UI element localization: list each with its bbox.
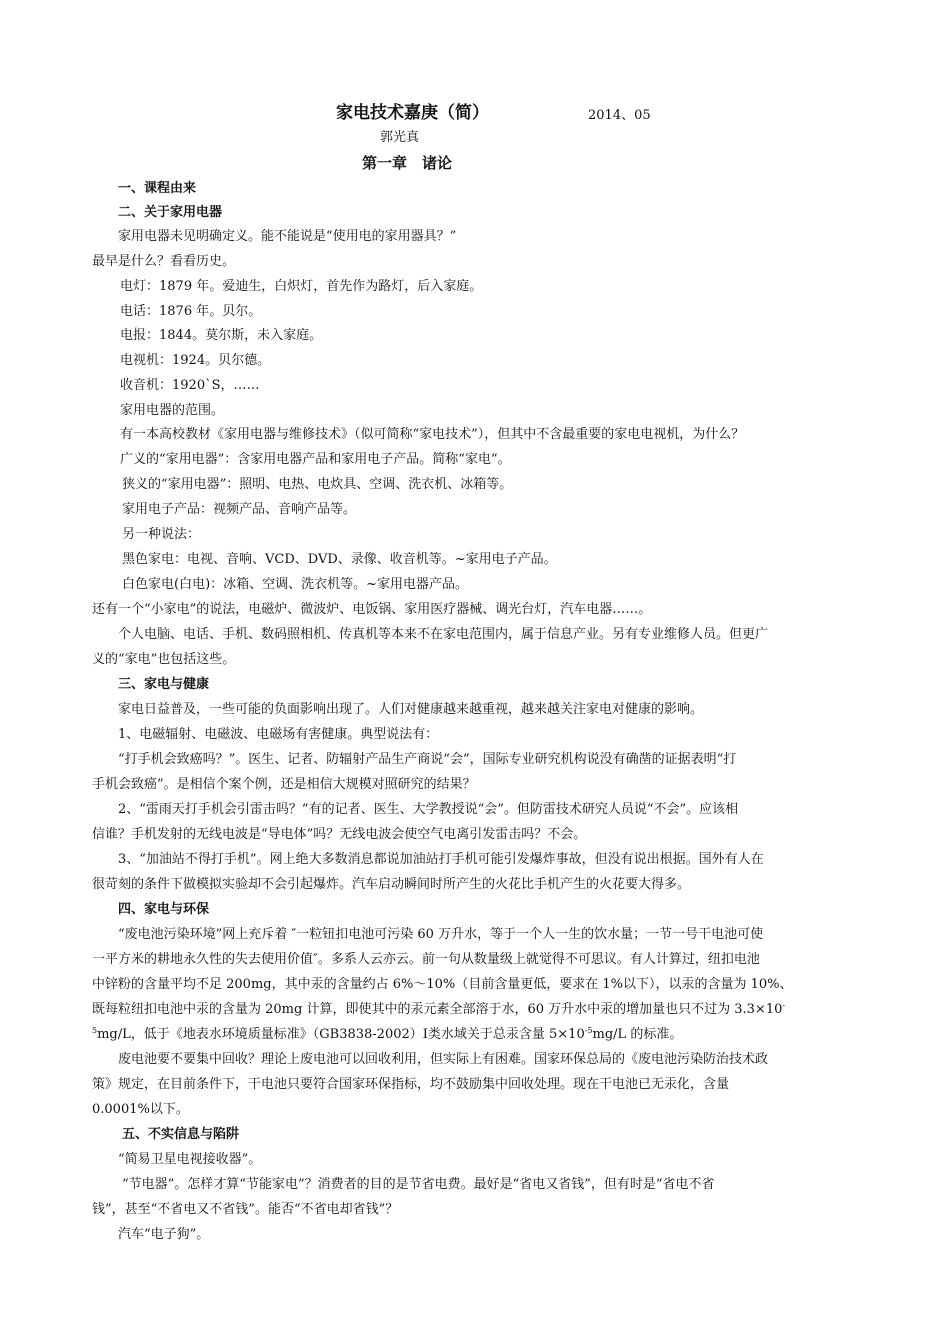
paragraph-line: “打手机会致癌吗？”。医生、记者、防辐射产品生产商说“会”，国际专业研究机构说没有确凿的证据表明“打 (118, 752, 737, 767)
paragraph-line: 3、“加油站不得打手机”。网上绝大多数消息都说加油站打手机可能引发爆炸事故，但没有说出根据。国外有人在 (118, 852, 764, 867)
paragraph-line: “节电器”。怎样才算“节能家电”？消费者的目的是节省电费。最好是“省电又省钱”，但有时是“省电不省 (122, 1177, 715, 1192)
paragraph-line: 白色家电(白电)：冰箱、空调、洗衣机等。~家用电器产品。 (122, 577, 469, 592)
superscript: 5 (92, 1026, 98, 1035)
paragraph-line: 手机会致癌”。是相信个案个例，还是相信大规模对照研究的结果？ (92, 777, 476, 792)
paragraph-line: 最早是什么？看看历史。 (92, 254, 236, 269)
paragraph-line: 家用电器未见明确定义。能不能说是“使用电的家用器具？” (118, 229, 457, 244)
paragraph-line: 废电池要不要集中回收？理论上废电池可以回收利用，但实际上有困难。国家环保总局的《废电池污染防治技术政 (118, 1052, 769, 1067)
paragraph-line: 0.0001%以下。 (92, 1102, 189, 1117)
text-run: mg/L，低于《地表水环境质量标准》（GB3838-2002）Ⅰ类水域关于总汞含量 5×10 (97, 1027, 585, 1042)
paragraph-line: 策》规定，在目前条件下，干电池只要符合国家环保指标，均不鼓励集中回收处理。现在干电池已无汞化，含量 (92, 1077, 730, 1092)
paragraph-line: 电灯：1879 年。爱迪生，白炽灯，首先作为路灯，后入家庭。 (120, 279, 483, 294)
paragraph-line: 电视机：1924。贝尔德。 (120, 353, 271, 368)
chapter-heading: 第一章 诸论 (362, 154, 453, 172)
section-heading-5: 五、不实信息与陷阱 (122, 1127, 240, 1142)
paragraph-line: 狭义的“家用电器”：照明、电热、电炊具、空调、洗衣机、冰箱等。 (122, 477, 513, 492)
paragraph-line: 钱”，甚至“不省电又不省钱”。能否“不省电却省钱”？ (92, 1202, 399, 1217)
document-title: 家电技术嘉庚（简） (336, 103, 489, 123)
paragraph-line: 黑色家电：电视、音响、VCD、DVD、录像、收音机等。~家用电子产品。 (122, 552, 557, 567)
document-author: 郭光真 (380, 130, 420, 145)
paragraph-line: 信谁？手机发射的无线电波是“导电体”吗？无线电波会使空气电离引发雷击吗？不会。 (92, 827, 587, 842)
paragraph-line: 1、电磁辐射、电磁波、电磁场有害健康。典型说法有： (118, 727, 439, 742)
section-heading-4: 四、家电与环保 (118, 902, 210, 917)
paragraph-line: 家用电子产品：视频产品、音响产品等。 (122, 502, 357, 517)
superscript: - (782, 1001, 786, 1010)
paragraph-line: 电话：1876 年。贝尔。 (120, 304, 262, 319)
paragraph-line: 很苛刻的条件下做模拟实验却不会引起爆炸。汽车启动瞬间时所产生的火花比手机产生的火花要大得多。 (92, 877, 691, 892)
paragraph-line: 义的“家电”也包括这些。 (92, 652, 236, 667)
paragraph-line (92, 1001, 785, 1020)
text-run: 既每粒纽扣电池中汞的含量为 20mg 计算，即使其中的汞元素全部溶于水，60 万升水中汞的增加量也只不过为 3.3×10 (92, 1002, 783, 1017)
paragraph-line: 收音机：1920`S，…… (120, 378, 260, 393)
paragraph-line: 家电日益普及，一些可能的负面影响出现了。人们对健康越来越重视，越来越关注家电对健康的影响。 (118, 702, 704, 717)
paragraph-line: 广义的“家用电器”：含家用电器产品和家用电子产品。简称“家电”。 (120, 452, 511, 467)
paragraph-line: 2、“雷雨天打手机会引雷击吗？”有的记者、医生、大学教授说“会”。但防雷技术研究人员说“不会”。应该相 (118, 802, 739, 817)
paragraph-line: 中锌粉的含量平均不足 200mg，其中汞的含量约占 6%～10%（目前含量更低，要求在 1%以下），以汞的含量为 10%、 (92, 977, 793, 992)
paragraph-line: 还有一个“小家电”的说法，电磁炉、微波炉、电饭锅、家用医疗器械、调光台灯，汽车电器……。 (92, 602, 652, 617)
paragraph-line: 一平方米的耕地永久性的失去使用价值″。多系人云亦云。前一句从数量级上就觉得不可思议。有人计算过，纽扣电池 (92, 952, 760, 967)
paragraph-line: 电报：1844。莫尔斯，未入家庭。 (120, 328, 323, 343)
paragraph-line: “废电池污染环境”网上充斥着 ″一粒钮扣电池可污染 60 万升水，等于一个人一生的饮水量；一节一号干电池可使 (118, 927, 764, 942)
paragraph-line (92, 1026, 682, 1045)
paragraph-line: 另一种说法： (122, 527, 201, 542)
section-heading-1: 一、课程由来 (118, 181, 197, 196)
paragraph-line: 汽车“电子狗”。 (118, 1227, 210, 1242)
document-date: 2014、05 (588, 108, 651, 123)
paragraph-line: 家用电器的范围。 (120, 403, 225, 418)
section-heading-3: 三、家电与健康 (118, 677, 210, 692)
paragraph-line: 个人电脑、电话、手机、数码照相机、传真机等本来不在家电范围内，属于信息产业。另有专业维修人员。但更广 (118, 627, 769, 642)
paragraph-line: 有一本高校教材《家用电器与维修技术》（似可简称“家电技术”），但其中不含最重要的家电电视机，为什么？ (120, 427, 745, 442)
superscript: -5 (584, 1026, 593, 1035)
paragraph-line: “简易卫星电视接收器”。 (118, 1152, 262, 1167)
section-heading-2: 二、关于家用电器 (118, 205, 223, 220)
text-run: mg/L 的标准。 (592, 1027, 683, 1042)
